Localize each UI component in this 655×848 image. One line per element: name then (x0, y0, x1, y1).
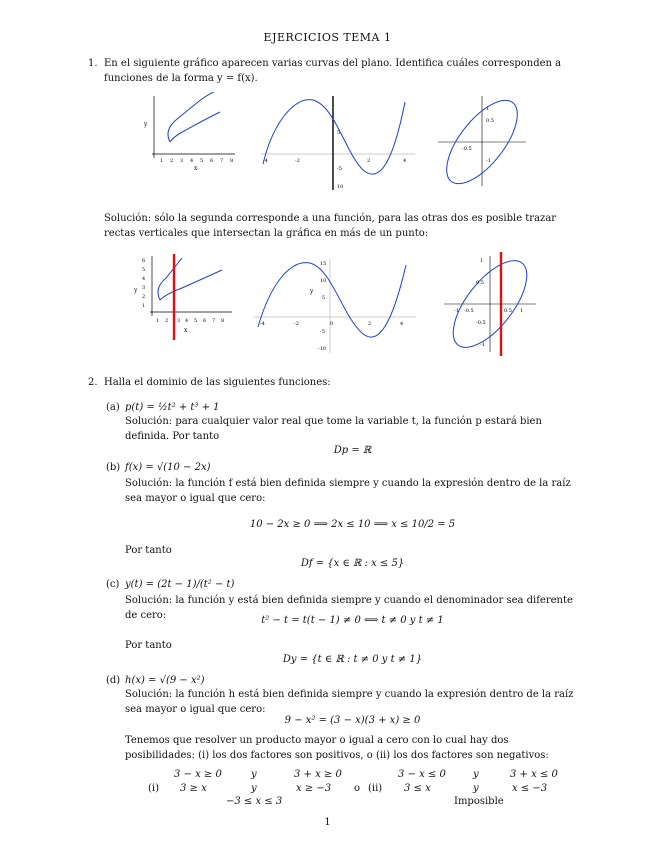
svg-text:1: 1 (520, 308, 524, 314)
sys-i-y2: y (251, 783, 257, 794)
svg-text:2: 2 (142, 294, 146, 300)
ex2c-result: Dy = {t ∈ ℝ : t ≠ 0 y t ≠ 1} (282, 654, 423, 665)
svg-text:7: 7 (220, 158, 224, 164)
ex2c-solution: Solución: la función y está bien definida siempre y cuando el denominador sea diferente de cero: (125, 595, 573, 621)
svg-text:2: 2 (367, 158, 371, 164)
svg-text:0.5: 0.5 (476, 280, 484, 286)
svg-text:1: 1 (160, 158, 164, 164)
svg-text:0.5: 0.5 (486, 118, 494, 124)
ex1-statement: En el siguiente gráfico aparecen varias curvas del plano. Identifica cuáles corresponden a funciones de la forma y = f(x). (104, 58, 562, 84)
svg-text:4: 4 (400, 321, 404, 327)
svg-text:-1: -1 (454, 308, 459, 314)
svg-text:6: 6 (203, 318, 207, 324)
svg-text:1: 1 (486, 106, 490, 112)
svg-text:7: 7 (212, 318, 216, 324)
ex2b-equation: 10 − 2x ≥ 0 ⟹ 2x ≤ 10 ⟹ x ≤ 10/2 = 5 (249, 519, 456, 530)
svg-text:1: 1 (480, 258, 484, 264)
svg-text:-5: -5 (337, 166, 342, 172)
svg-text:-0.5: -0.5 (462, 146, 472, 152)
sys-ii-r1a: 3 − x ≤ 0 (398, 769, 446, 780)
ex2a-function: p(t) = ½t² + t³ + 1 (125, 402, 220, 413)
g4-ylabel: y (134, 287, 138, 294)
graph-5 (250, 255, 420, 355)
sys-i-r2b: x ≥ −3 (296, 783, 332, 794)
svg-text:5: 5 (194, 318, 198, 324)
graph-3 (434, 92, 530, 190)
svg-text:15: 15 (320, 261, 327, 267)
svg-text:3: 3 (180, 158, 184, 164)
sys-i-r1a: 3 − x ≥ 0 (174, 769, 222, 780)
ex2d-text: Tenemos que resolver un producto mayor o igual a cero con lo cual hay dos posibilidades: (i) los dos factores son positivos, o (ii) los dos factores son negativos: (125, 735, 549, 761)
svg-text:5: 5 (322, 295, 326, 301)
svg-text:2: 2 (368, 321, 372, 327)
svg-text:0: 0 (330, 321, 334, 327)
sys-ii-r1b: 3 + x ≤ 0 (510, 769, 558, 780)
sys-o: o (354, 783, 361, 794)
sys-ii-y1: y (473, 769, 479, 780)
svg-text:4: 4 (185, 318, 189, 324)
svg-text:5: 5 (337, 130, 341, 136)
ex1-number: 1. (88, 58, 98, 69)
ex2a-label: (a) (106, 402, 120, 413)
ex2c-por-tanto: Por tanto (125, 640, 172, 651)
ex2d-equation: 9 − x² = (3 − x)(3 + x) ≥ 0 (284, 715, 421, 726)
sys-i-r1b: 3 + x ≥ 0 (294, 769, 342, 780)
sys-i-label: (i) (148, 783, 160, 794)
page-number: 1 (324, 817, 331, 828)
ex2b-result: Df = {x ∈ ℝ : x ≤ 5} (300, 558, 405, 569)
sys-i-r2a: 3 ≥ x (180, 783, 207, 794)
ex2-statement: Halla el dominio de las siguientes funciones: (104, 377, 331, 388)
g5-ylabel: y (310, 288, 314, 295)
ex2a-result: Dp = ℝ (333, 445, 372, 456)
svg-text:1: 1 (142, 303, 146, 309)
svg-text:-2: -2 (294, 321, 299, 327)
ex2b-label: (b) (106, 462, 121, 473)
ex2a-solution: Solución: para cualquier valor real que tome la variable t, la función p estará bien definida. Por tanto (125, 416, 542, 442)
svg-text:4: 4 (142, 276, 146, 282)
sys-ii-label: (ii) (368, 783, 383, 794)
svg-text:-2: -2 (295, 158, 300, 164)
svg-text:-1: -1 (480, 342, 485, 348)
sys-ii-r2a: 3 ≤ x (404, 783, 431, 794)
svg-text:6: 6 (210, 158, 214, 164)
svg-text:-5: -5 (320, 329, 325, 335)
ex2d-function: h(x) = √(9 − x²) (125, 675, 205, 686)
g1-xlabel: x (194, 165, 198, 172)
sys-ii-y2: y (473, 783, 479, 794)
svg-text:8: 8 (230, 158, 234, 164)
svg-text:10: 10 (320, 278, 327, 284)
sys-i-r3: −3 ≤ x ≤ 3 (226, 796, 283, 807)
svg-text:10: 10 (337, 184, 344, 190)
svg-text:4: 4 (403, 158, 407, 164)
ex2c-label: (c) (106, 579, 120, 590)
ex2d-label: (d) (106, 675, 121, 686)
g1-ylabel: y (144, 121, 148, 128)
svg-text:-1: -1 (486, 158, 491, 164)
graph-4 (132, 252, 236, 340)
svg-text:-4: -4 (260, 321, 265, 327)
svg-text:-0.5: -0.5 (476, 320, 486, 326)
ex2d-solution: Solución: la función h está bien definida siempre y cuando la expresión dentro de la raíz sea mayor o igual que cero: (125, 689, 574, 715)
svg-text:6: 6 (142, 258, 146, 264)
svg-text:5: 5 (142, 267, 146, 273)
ex2b-solution: Solución: la función f está bien definida siempre y cuando la expresión dentro de la raíz sea mayor o igual que cero: (125, 478, 571, 504)
svg-text:-4: -4 (263, 158, 268, 164)
svg-text:4: 4 (190, 158, 194, 164)
sys-ii-r3: Imposible (454, 796, 504, 807)
sys-ii-r2b: x ≤ −3 (512, 783, 548, 794)
svg-text:-0.5: -0.5 (464, 308, 474, 314)
sys-i-y1: y (251, 769, 257, 780)
graph-6 (440, 252, 540, 356)
svg-text:8: 8 (221, 318, 225, 324)
ex2c-equation: t² − t = t(t − 1) ≠ 0 ⟺ t ≠ 0 y t ≠ 1 (261, 615, 444, 626)
svg-text:1: 1 (156, 318, 160, 324)
svg-text:0.5: 0.5 (504, 308, 512, 314)
g2-curve (263, 100, 405, 174)
page-title: EJERCICIOS TEMA 1 (263, 31, 392, 44)
ex2b-function: f(x) = √(10 − 2x) (125, 462, 211, 473)
svg-text:5: 5 (200, 158, 204, 164)
ex2b-por-tanto: Por tanto (125, 545, 172, 556)
graph-1 (140, 92, 240, 180)
svg-text:2: 2 (170, 158, 174, 164)
svg-text:-10: -10 (318, 346, 327, 352)
ex1-solution: Solución: sólo la segunda corresponde a una función, para las otras dos es posible trazar rectas verticales que intersectan la gráfica en más de un punto: (104, 213, 557, 239)
svg-text:3: 3 (177, 318, 181, 324)
graph-2 (255, 92, 420, 192)
ex2-number: 2. (88, 377, 98, 388)
g4-xlabel: x (184, 327, 188, 334)
ex2c-function: y(t) = (2t − 1)/(t² − t) (125, 579, 235, 590)
svg-text:3: 3 (142, 285, 146, 291)
svg-text:2: 2 (165, 318, 169, 324)
